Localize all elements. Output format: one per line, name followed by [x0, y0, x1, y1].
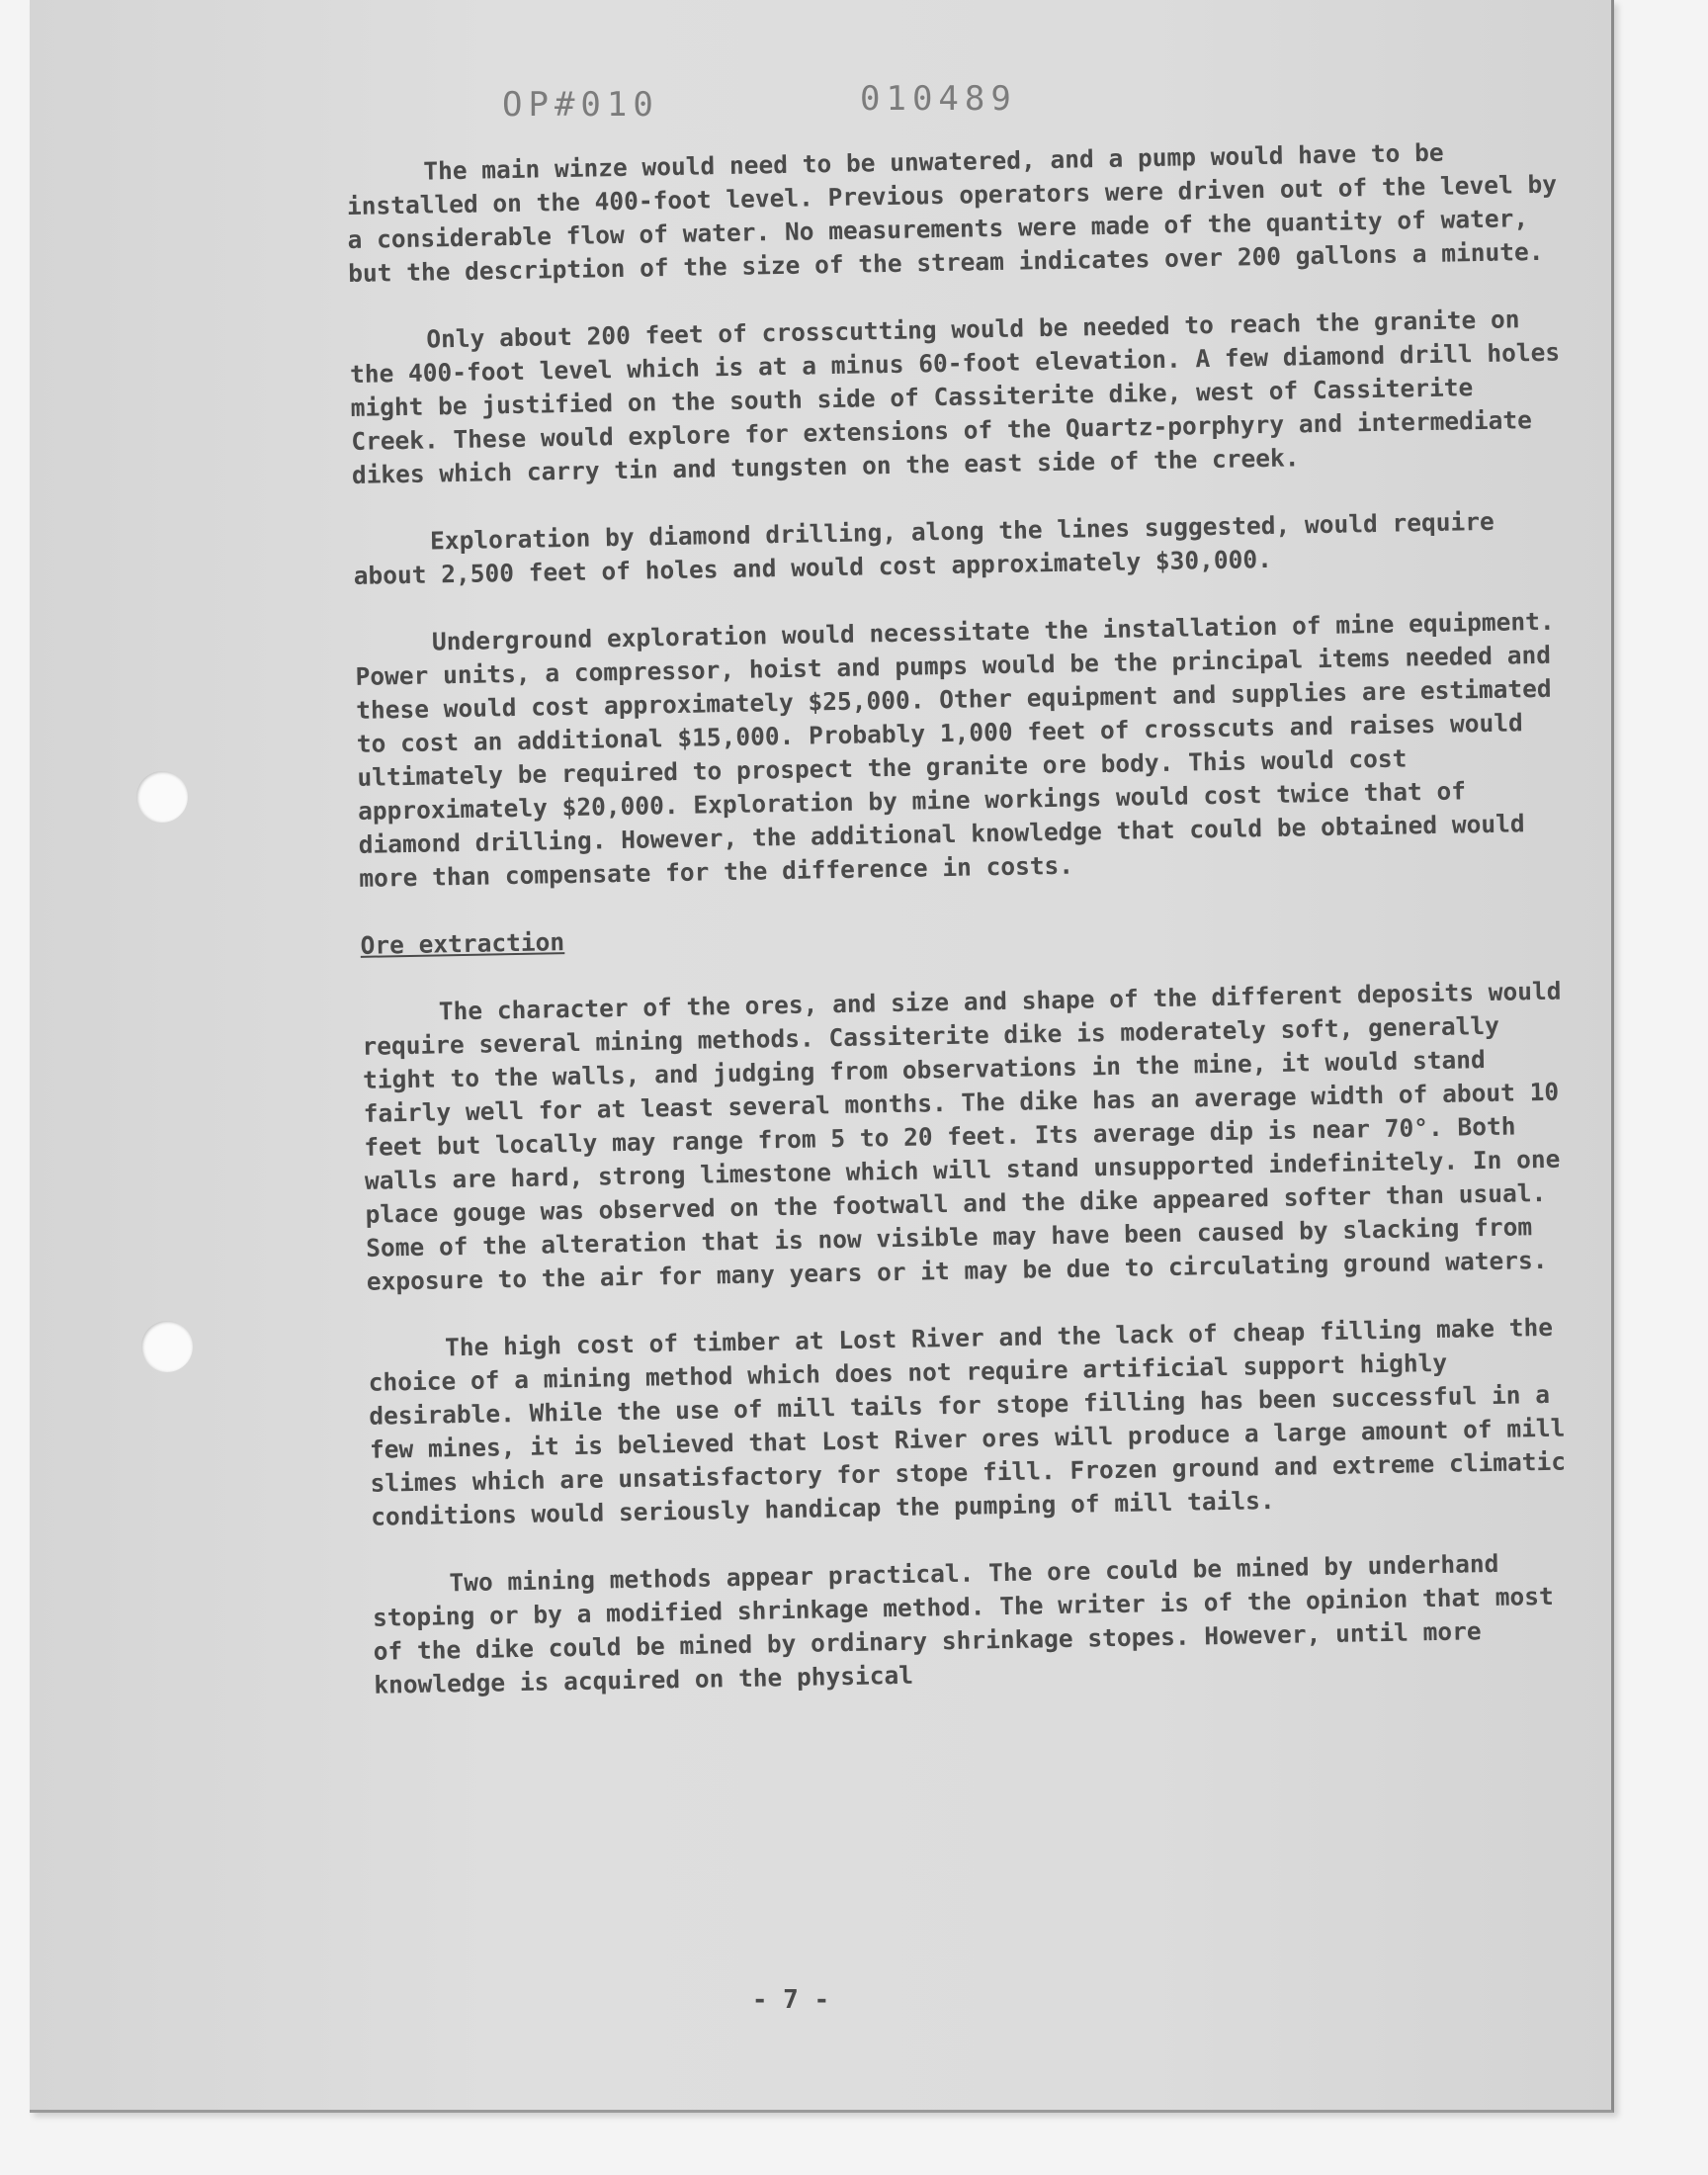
- page-serial-number: 010489: [860, 79, 1017, 119]
- archive-code: OP#010: [502, 85, 659, 125]
- page-number: [30, 1985, 1611, 2015]
- paragraph: Only about 200 feet of crosscutting would be needed to reach the granite on the 400-foot level which is at a minus 60-foot elevation. A few diamond drill holes might be justified on the south side of Cassiterite dike, west of Cassiterite Creek. These would explore for extensions of the Quartz-porphyry and intermediate dikes which carry tin and tungsten on the east side of the creek.: [349, 304, 1561, 489]
- punch-hole: [136, 771, 188, 823]
- paragraph: The high cost of timber at Lost River and the lack of cheap filling make the choice of a mining method which does not require artificial support highly desirable. While the use of mill tails for stope filling has been successful in a few mines, it is believed that Lost River ores will produce a large amount of mill slimes which are unsatisfactory for stope fill. Frozen ground and extreme climatic conditions would seriously handicap the pumping of mill tails.: [368, 1312, 1567, 1531]
- document-page: [30, 0, 1611, 2110]
- document-codes: [30, 79, 1611, 129]
- paragraph: Two mining methods appear practical. The ore could be mined by underhand stoping or by a modified shrinkage method. The writer is of the opinion that most of the dike could be mined by ordinary shrinkage stopes. However, until more knowledge is acquired on the physical: [372, 1548, 1554, 1699]
- body-text: [346, 133, 1590, 1735]
- punch-hole: [141, 1321, 193, 1372]
- paragraph: The character of the ores, and size and shape of the different deposits would require several mining methods. Cassiterite dike is moderately soft, generally tight to the walls, and judging from observations in the mine, it would stand fairly well for at least several months. The dike has an average width of about 10 feet but locally may range from 5 to 20 feet. Its average dip is near 70°. Both walls are hard, strong limestone which will stand unsupported indefinitely. In one place gouge was observed on the footwall and the dike appeared softer than usual. Some of the alteration that is now visible may have been caused by slacking from exposure to the air for many years or it may be due to circulating ground waters.: [362, 976, 1562, 1296]
- paragraph: Underground exploration would necessitate the installation of mine equipment. Power units, a compressor, hoist and pumps would be the principal items needed and these would cost approximately $25,000. Other equipment and supplies are estimated to cost an additional $15,000. Probably 1,000 feet of crosscuts and raises would ultimately be required to prospect the granite ore body. This would cost approximately $20,000. Exploration by mine workings would cost twice that of diamond drilling. However, the additional knowledge that could be obtained would more than compensate for the difference in costs.: [355, 606, 1555, 893]
- section-heading: Ore extraction: [360, 927, 565, 960]
- paragraph: Exploration by diamond drilling, along the lines suggested, would require about 2,500 feet of holes and would cost approximately $30,000.: [353, 506, 1495, 590]
- page-number-text: - 7 -: [751, 1985, 830, 2015]
- paragraph: The main winze would need to be unwatered, and a pump would have to be installed on the 400-foot level. Previous operators were driven out of the level by a considerable flow of water. No measurements were made of the quantity of water, but the description of the size of the stream indicates over 200 gallons a minute.: [346, 137, 1558, 288]
